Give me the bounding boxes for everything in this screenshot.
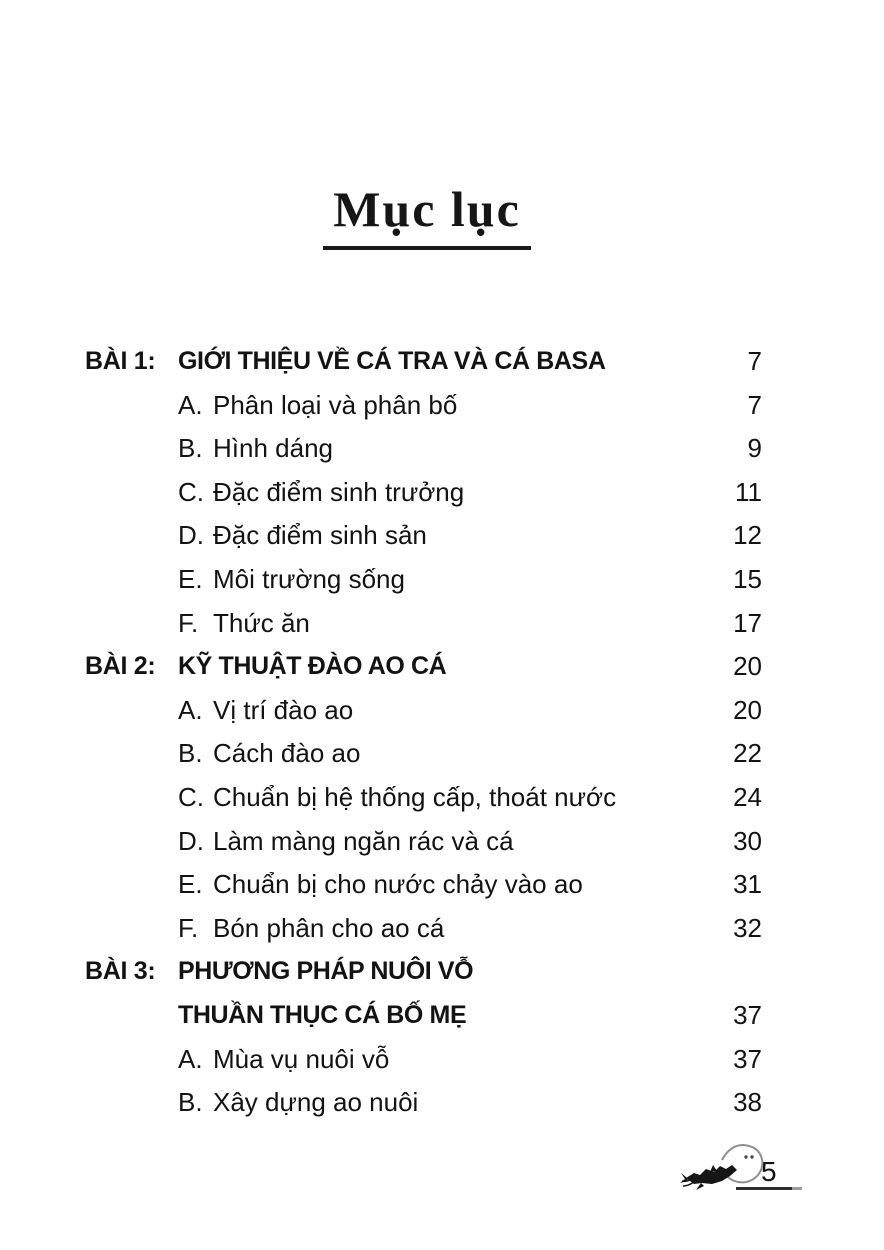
item-title <box>178 1087 704 1117</box>
item-page-number: 22 <box>733 738 762 769</box>
item-title <box>178 913 704 943</box>
item-page-number: 24 <box>733 781 762 812</box>
item-letter: C. <box>178 781 204 812</box>
page-title: Mục lục <box>323 180 531 250</box>
toc-item-row <box>85 477 762 521</box>
item-text: Môi trường sống <box>213 563 405 594</box>
item-letter: E. <box>178 869 203 900</box>
item-title <box>178 1044 704 1074</box>
toc-item-row <box>85 826 762 870</box>
item-page-number: 11 <box>735 476 762 507</box>
toc-item-row <box>85 738 762 782</box>
item-letter: B. <box>178 433 203 464</box>
item-text: Mùa vụ nuôi vỗ <box>213 1043 390 1074</box>
toc-item-row <box>85 782 762 826</box>
item-letter: F. <box>178 607 199 638</box>
section-title: PHƯƠNG PHÁP NUÔI VỖ <box>178 957 474 986</box>
item-letter: C. <box>178 476 204 507</box>
item-text: Đặc điểm sinh trưởng <box>213 476 465 507</box>
item-text: Làm màng ngăn rác và cá <box>213 825 514 856</box>
item-page-number: 17 <box>733 607 762 638</box>
item-page-number: 20 <box>733 694 762 725</box>
item-page-number: 31 <box>733 869 762 900</box>
toc-item-row <box>85 564 762 608</box>
section-label: BÀI 2: <box>85 652 156 681</box>
item-page-number: 9 <box>747 433 762 464</box>
section-label: BÀI 3: <box>85 957 156 986</box>
item-letter: A. <box>178 1043 203 1074</box>
item-text: Đặc điểm sinh sản <box>213 520 427 551</box>
item-letter: F. <box>178 912 199 943</box>
item-title <box>178 782 704 812</box>
item-title <box>178 390 704 420</box>
item-text: Vị trí đào ao <box>213 694 354 725</box>
item-page-number: 15 <box>733 563 762 594</box>
item-title <box>178 433 704 463</box>
item-text: Bón phân cho ao cá <box>213 912 445 943</box>
section-page-number: 20 <box>733 651 762 682</box>
item-letter: B. <box>178 1087 203 1118</box>
item-page-number: 37 <box>733 1043 762 1074</box>
item-letter: E. <box>178 563 203 594</box>
page-footer <box>680 1136 820 1206</box>
section-page-number: 7 <box>747 346 762 376</box>
section-title: GIỚI THIỆU VỀ CÁ TRA VÀ CÁ BASA <box>178 347 606 375</box>
item-letter: B. <box>178 738 203 769</box>
toc-item-row <box>85 913 762 957</box>
item-text: Xây dựng ao nuôi <box>213 1087 419 1118</box>
item-letter: A. <box>178 389 203 420</box>
section-title: KỸ THUẬT ĐÀO AO CÁ <box>178 652 447 681</box>
item-text: Chuẩn bị hệ thống cấp, thoát nước <box>213 781 617 812</box>
item-page-number: 12 <box>733 520 762 551</box>
toc-item-row <box>85 1087 762 1131</box>
item-title <box>178 564 704 594</box>
item-page-number: 7 <box>747 389 762 420</box>
section-page-number: 37 <box>733 999 762 1030</box>
section-title: THUẦN THỤC CÁ BỐ MẸ <box>178 1000 467 1029</box>
item-letter: A. <box>178 694 203 725</box>
toc-section-row <box>85 956 762 1000</box>
item-text: Phân loại và phân bố <box>213 389 458 420</box>
item-title <box>178 477 704 507</box>
toc-section-row <box>85 346 762 390</box>
toc-section-row <box>85 651 762 695</box>
toc-item-row <box>85 695 762 739</box>
fish-sketch-icon <box>680 1138 770 1194</box>
item-text: Chuẩn bị cho nước chảy vào ao <box>213 869 583 900</box>
item-page-number: 38 <box>733 1087 762 1118</box>
item-title <box>178 869 704 899</box>
page-number: 5 <box>761 1156 777 1187</box>
footer-underline <box>736 1187 792 1190</box>
toc-item-row <box>85 520 762 564</box>
item-letter: D. <box>178 520 204 551</box>
section-label: BÀI 1: <box>85 347 156 375</box>
item-title <box>178 738 704 768</box>
item-text: Hình dáng <box>213 433 333 464</box>
title-wrap <box>0 180 884 250</box>
item-text: Thức ăn <box>213 607 310 638</box>
item-title <box>178 520 704 550</box>
item-title <box>178 826 704 856</box>
item-page-number: 32 <box>733 912 762 943</box>
item-letter: D. <box>178 825 204 856</box>
toc-item-row <box>85 608 762 652</box>
table-of-contents <box>85 346 762 1131</box>
toc-section-row <box>85 1000 762 1044</box>
item-title <box>178 695 704 725</box>
item-page-number: 30 <box>733 825 762 856</box>
toc-item-row <box>85 1044 762 1088</box>
item-title <box>178 608 704 638</box>
toc-item-row <box>85 869 762 913</box>
item-text: Cách đào ao <box>213 738 361 769</box>
toc-item-row <box>85 433 762 477</box>
toc-item-row <box>85 390 762 434</box>
